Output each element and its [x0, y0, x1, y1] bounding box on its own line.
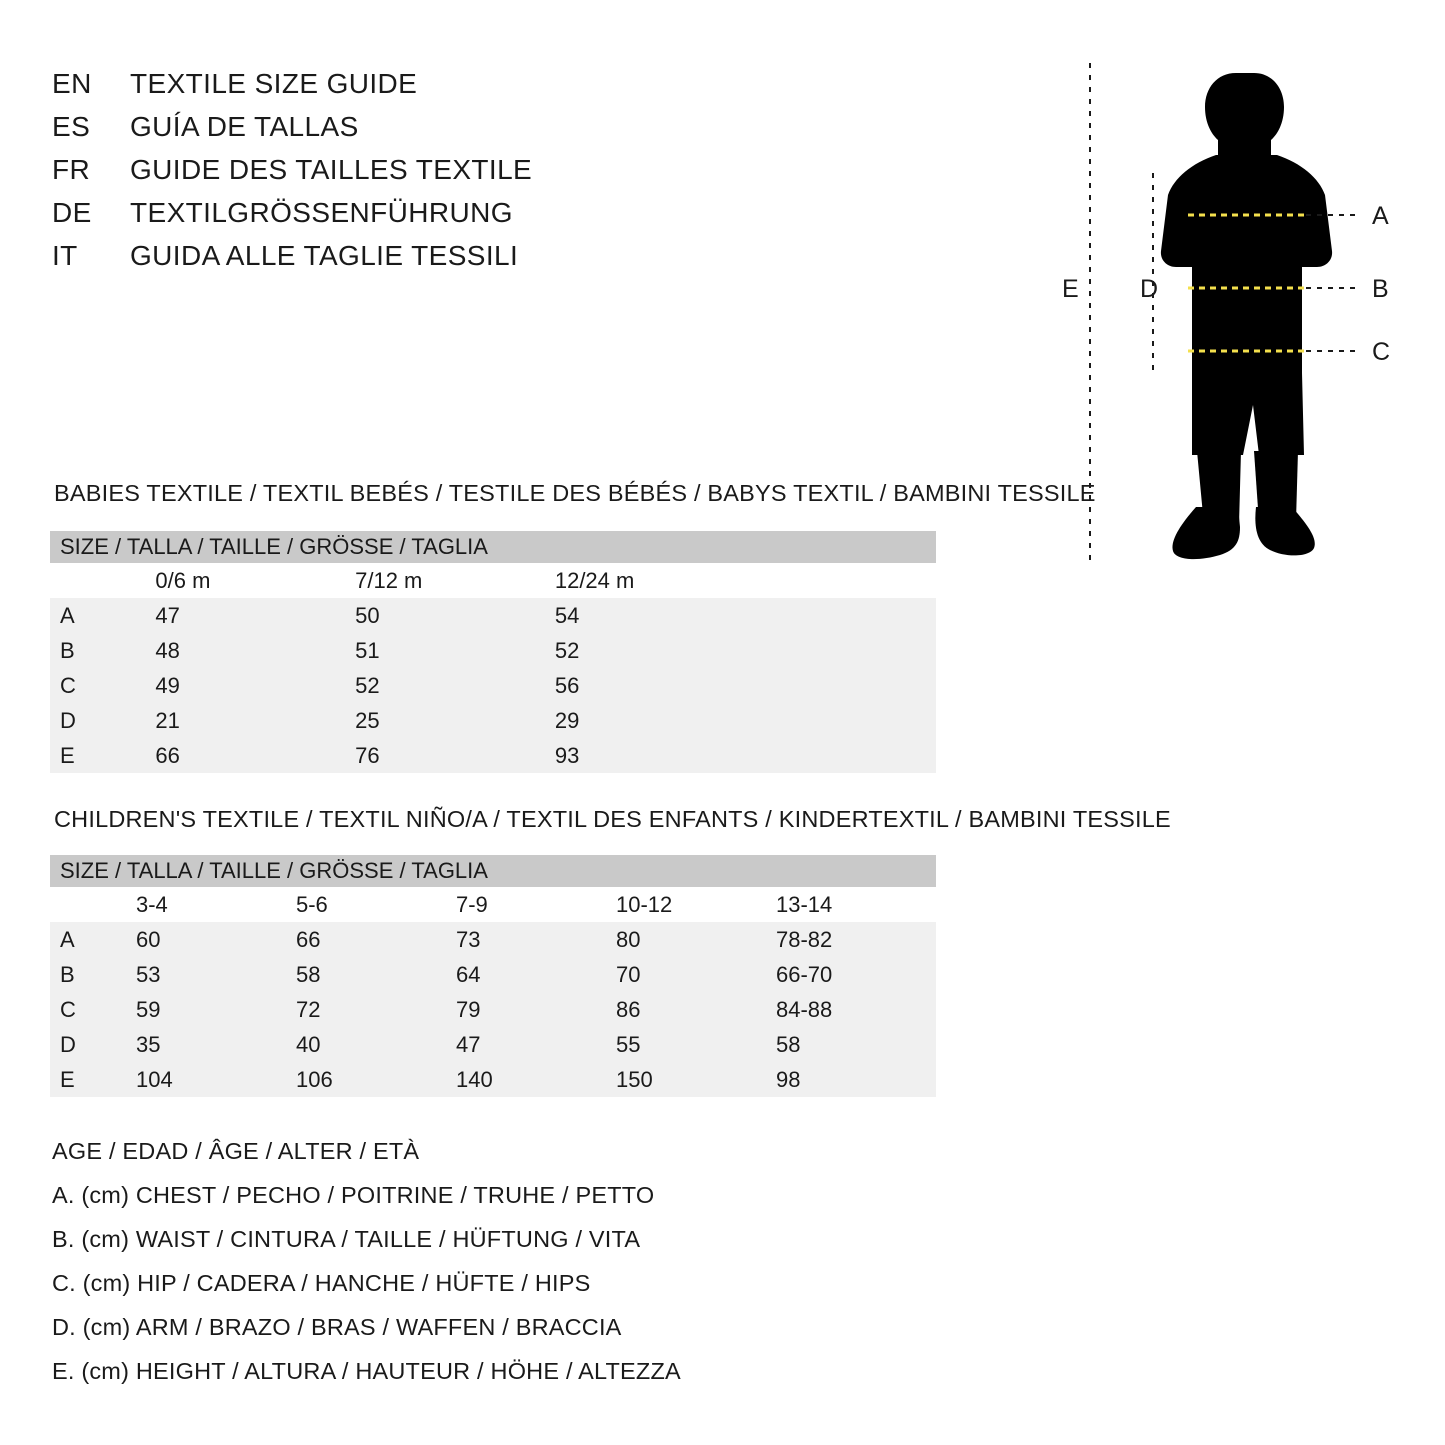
- children-column-2: 7-9: [456, 887, 616, 922]
- babies-column-1: 7/12 m: [355, 563, 555, 598]
- language-row: [52, 68, 852, 111]
- cell-value: 98: [776, 1062, 936, 1097]
- figure-label-c: C: [1372, 338, 1391, 366]
- row-label: A: [50, 922, 136, 957]
- row-label: B: [50, 957, 136, 992]
- legend-line-arm: D. (cm) ARM / BRAZO / BRAS / WAFFEN / BRACCIA: [52, 1314, 622, 1340]
- cell-value: 47: [155, 598, 355, 633]
- cell-value: 140: [456, 1062, 616, 1097]
- cell-value: 60: [136, 922, 296, 957]
- table-column-labels-row: [50, 887, 936, 922]
- figure-label-d: D: [1140, 275, 1159, 303]
- figure-label-b: B: [1372, 275, 1389, 303]
- cell-value: 58: [296, 957, 456, 992]
- cell-value: 76: [355, 738, 555, 773]
- measurement-figure: [1040, 55, 1420, 575]
- cell-value: 29: [555, 703, 936, 738]
- cell-value: 48: [155, 633, 355, 668]
- language-row: [52, 240, 852, 283]
- cell-value: 55: [616, 1027, 776, 1062]
- figure-label-a: A: [1372, 202, 1389, 230]
- cell-value: 58: [776, 1027, 936, 1062]
- guide-title: GUIDE DES TAILLES TEXTILE: [130, 154, 533, 185]
- cell-value: 51: [355, 633, 555, 668]
- language-code: FR: [52, 154, 91, 185]
- cell-value: 73: [456, 922, 616, 957]
- table-header-row: [50, 531, 936, 563]
- legend-line-height: E. (cm) HEIGHT / ALTURA / HAUTEUR / HÖHE / ALTEZZA: [52, 1358, 681, 1384]
- cell-value: 104: [136, 1062, 296, 1097]
- cell-value: 106: [296, 1062, 456, 1097]
- table-header-row: [50, 855, 936, 887]
- babies-size-header: SIZE / TALLA / TAILLE / GRÖSSE / TAGLIA: [50, 531, 936, 563]
- table-row: [50, 633, 936, 668]
- children-column-1: 5-6: [296, 887, 456, 922]
- cell-value: 72: [296, 992, 456, 1027]
- cell-value: 56: [555, 668, 936, 703]
- children-column-4: 13-14: [776, 887, 936, 922]
- cell-value: 52: [555, 633, 936, 668]
- table-row: [50, 922, 936, 957]
- cell-value: 25: [355, 703, 555, 738]
- empty-cell: [50, 887, 136, 922]
- children-column-0: 3-4: [136, 887, 296, 922]
- cell-value: 52: [355, 668, 555, 703]
- cell-value: 59: [136, 992, 296, 1027]
- cell-value: 84-88: [776, 992, 936, 1027]
- children-size-header: SIZE / TALLA / TAILLE / GRÖSSE / TAGLIA: [50, 855, 936, 887]
- legend-line-waist: B. (cm) WAIST / CINTURA / TAILLE / HÜFTUNG / VITA: [52, 1226, 641, 1252]
- empty-cell: [50, 563, 155, 598]
- cell-value: 66: [296, 922, 456, 957]
- row-label: C: [50, 992, 136, 1027]
- language-row: [52, 197, 852, 240]
- cell-value: 79: [456, 992, 616, 1027]
- row-label: D: [50, 1027, 136, 1062]
- table-row: [50, 598, 936, 633]
- language-row: [52, 111, 852, 154]
- cell-value: 50: [355, 598, 555, 633]
- table-row: [50, 668, 936, 703]
- guide-title: GUIDA ALLE TAGLIE TESSILI: [130, 240, 519, 271]
- legend-line-age: AGE / EDAD / ÂGE / ALTER / ETÀ: [52, 1138, 420, 1164]
- cell-value: 70: [616, 957, 776, 992]
- cell-value: 66-70: [776, 957, 936, 992]
- language-row: [52, 154, 852, 197]
- guide-title: TEXTILGRÖSSENFÜHRUNG: [130, 197, 513, 228]
- language-code: DE: [52, 197, 92, 228]
- table-row: [50, 738, 936, 773]
- row-label: D: [50, 703, 155, 738]
- cell-value: 80: [616, 922, 776, 957]
- table-column-labels-row: [50, 563, 936, 598]
- language-title-list: [52, 68, 852, 283]
- babies-column-0: 0/6 m: [155, 563, 355, 598]
- guide-title: TEXTILE SIZE GUIDE: [130, 68, 418, 99]
- language-code: ES: [52, 111, 91, 142]
- row-label: E: [50, 1062, 136, 1097]
- children-column-3: 10-12: [616, 887, 776, 922]
- cell-value: 49: [155, 668, 355, 703]
- guide-title: GUÍA DE TALLAS: [130, 111, 359, 142]
- child-silhouette: [1161, 73, 1332, 559]
- cell-value: 54: [555, 598, 936, 633]
- table-row: [50, 703, 936, 738]
- cell-value: 64: [456, 957, 616, 992]
- row-label: E: [50, 738, 155, 773]
- measurement-legend: [52, 1138, 952, 1402]
- table-row: [50, 957, 936, 992]
- children-size-table: [50, 855, 936, 1097]
- figure-label-e: E: [1062, 275, 1079, 303]
- cell-value: 35: [136, 1027, 296, 1062]
- row-label: A: [50, 598, 155, 633]
- cell-value: 66: [155, 738, 355, 773]
- table-row: [50, 992, 936, 1027]
- cell-value: 150: [616, 1062, 776, 1097]
- children-section-title: CHILDREN'S TEXTILE / TEXTIL NIÑO/A / TEXTIL DES ENFANTS / KINDERTEXTIL / BAMBINI TESSILE: [54, 806, 1171, 832]
- cell-value: 47: [456, 1027, 616, 1062]
- table-row: [50, 1027, 936, 1062]
- row-label: B: [50, 633, 155, 668]
- cell-value: 53: [136, 957, 296, 992]
- legend-line-chest: A. (cm) CHEST / PECHO / POITRINE / TRUHE / PETTO: [52, 1182, 655, 1208]
- cell-value: 78-82: [776, 922, 936, 957]
- babies-column-2: 12/24 m: [555, 563, 936, 598]
- language-code: EN: [52, 68, 92, 99]
- table-row: [50, 1062, 936, 1097]
- babies-section-title: BABIES TEXTILE / TEXTIL BEBÉS / TESTILE DES BÉBÉS / BABYS TEXTIL / BAMBINI TESSILE: [54, 480, 1096, 506]
- cell-value: 93: [555, 738, 936, 773]
- babies-size-table: [50, 531, 936, 773]
- legend-line-hip: C. (cm) HIP / CADERA / HANCHE / HÜFTE / HIPS: [52, 1270, 591, 1296]
- cell-value: 40: [296, 1027, 456, 1062]
- cell-value: 86: [616, 992, 776, 1027]
- language-code: IT: [52, 240, 78, 271]
- row-label: C: [50, 668, 155, 703]
- cell-value: 21: [155, 703, 355, 738]
